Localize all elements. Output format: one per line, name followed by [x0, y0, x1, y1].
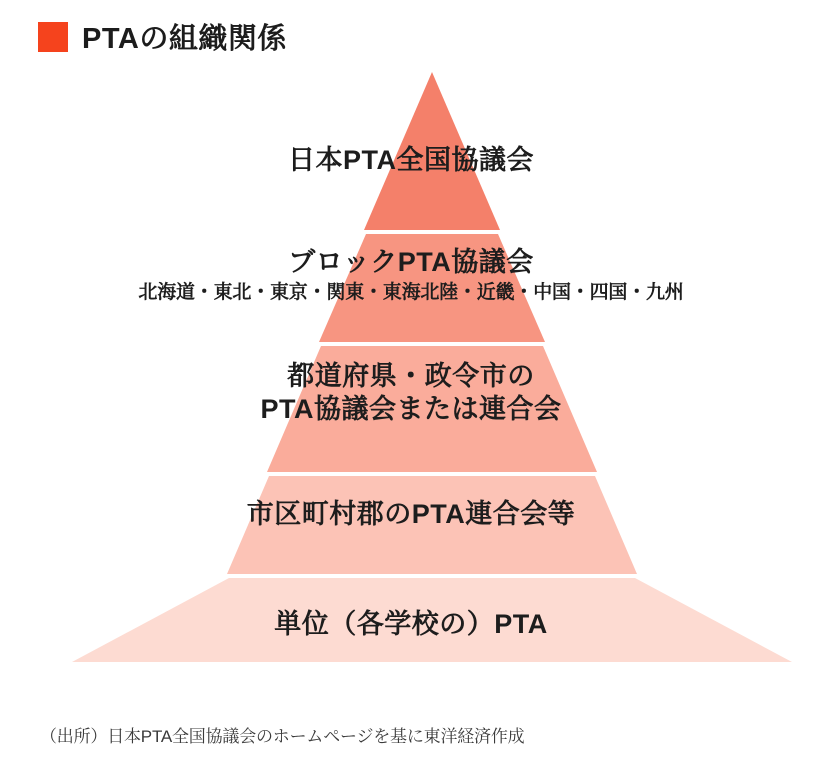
pyramid-tier-1 — [364, 72, 500, 230]
pyramid-tier-5-label: 単位（各学校の）PTA — [274, 609, 548, 639]
source-note: （出所）日本PTA全国協議会のホームページを基に東洋経済作成 — [40, 727, 525, 746]
pyramid-tier-3 — [267, 346, 597, 472]
pyramid-tier-4-label: 市区町村郡のPTA連合会等 — [246, 499, 576, 529]
pyramid-tier-2-sublabel: 北海道・東北・東京・関東・東海北陸・近畿・中国・四国・九州 — [138, 281, 684, 303]
page-title-text: PTAの組織関係 — [82, 23, 287, 55]
pyramid-tier-1-label: 日本PTA全国協議会 — [288, 145, 534, 175]
pyramid-tier-3-label-line1: 都道府県・政令市の — [287, 361, 535, 391]
pyramid-tier-2 — [319, 234, 545, 342]
pyramid-diagram — [0, 62, 822, 682]
pyramid-tier-2-label: ブロックPTA協議会 — [288, 247, 534, 277]
pyramid-tier-3-label-line2: PTA協議会または連合会 — [260, 393, 562, 424]
pyramid-shape — [0, 62, 822, 682]
title-marker-icon — [38, 22, 68, 52]
pyramid-tier-5 — [72, 578, 792, 662]
page-title — [38, 16, 287, 57]
pyramid-tier-4 — [227, 476, 637, 574]
